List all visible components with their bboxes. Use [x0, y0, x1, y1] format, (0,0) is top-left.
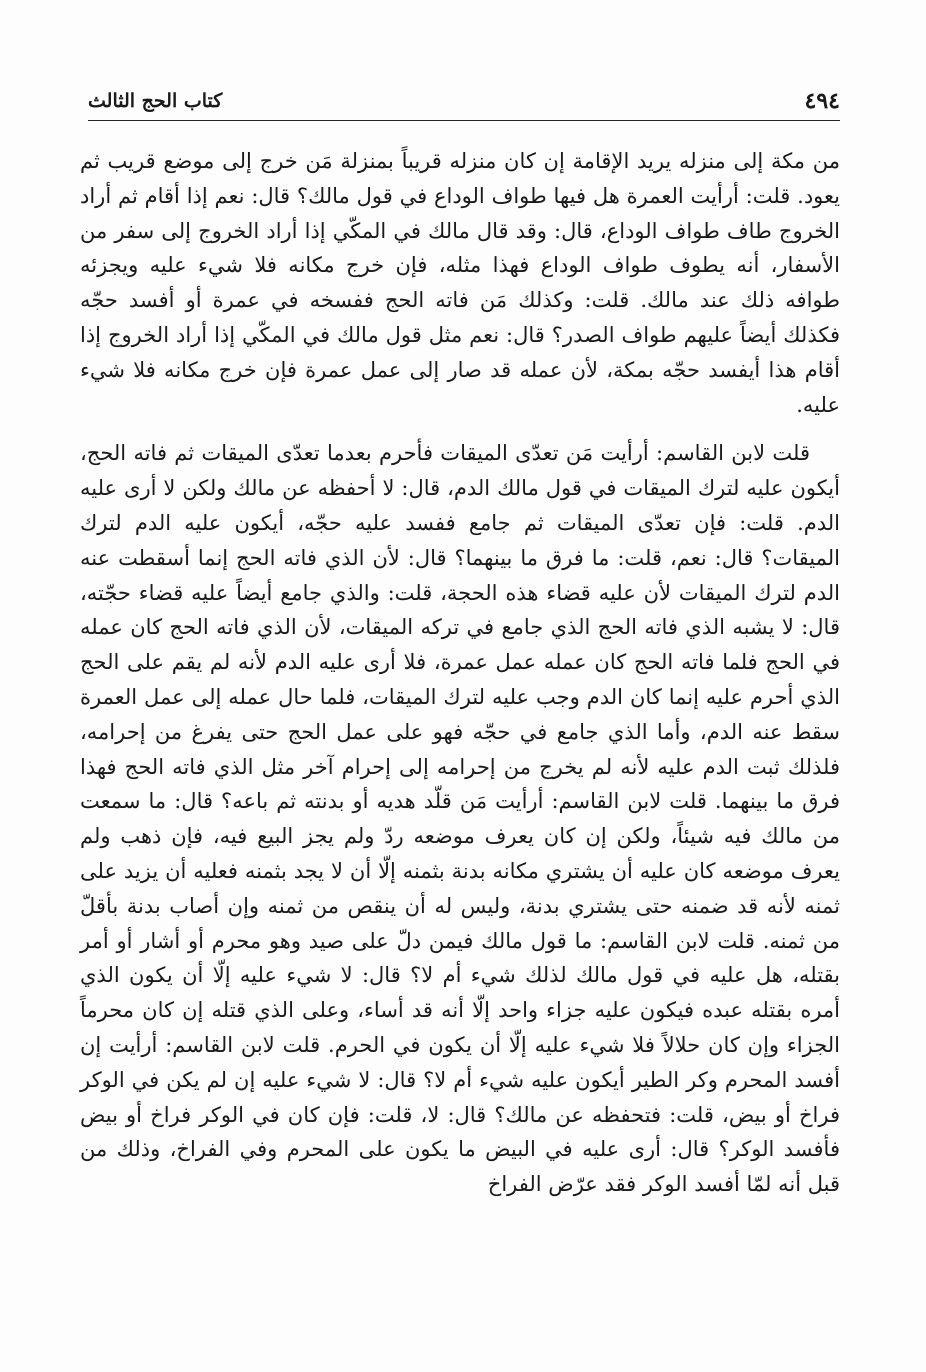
- running-title: كتاب الحج الثالث: [88, 90, 223, 112]
- header-divider: [88, 120, 840, 121]
- paragraph: من مكة إلى منزله يريد الإقامة إن كان منزله قريباً بمنزلة مَن خرج إلى موضع قريب ثم يعود. قلت: أرأيت العمرة هل فيها طواف الوداع في قول مالك؟ قال: نعم إذا أقام ثم أراد الخروج طاف طواف الوداع، قال: وقد قال مالك في المكّي إذا أراد الخروج إلى سفر من الأسفار، أنه يطوف طواف الوداع فهذا مثله، فإن خرج مكانه فلا شيء عليه ويجزئه طوافه ذلك عند مالك. قلت: وكذلك مَن فاته الحج ففسخه في عمرة أو أفسد حجّه فكذلك أيضاً عليهم طواف الصدر؟ قال: نعم مثل قول مالك في المكّي إذا أراد الخروج إذا أقام هذا أيفسد حجّه بمكة، لأن عمله قد صار إلى عمل عمرة فإن خرج مكانه فلا شيء عليه.: [80, 149, 840, 417]
- body-text: [80, 144, 840, 1202]
- page-header: [88, 88, 840, 116]
- page-number: ٤٩٤: [804, 88, 840, 114]
- paragraph: قلت لابن القاسم: أرأيت مَن تعدّى الميقات فأحرم بعدما تعدّى الميقات ثم فاته الحج، أيكون عليه لترك الميقات في قول مالك الدم، قال: لا أحفظه عن مالك ولكن لا أرى عليه الدم. قلت: فإن تعدّى الميقات ثم جامع ففسد عليه حجّه، أيكون عليه الدم لترك الميقات؟ قال: نعم، قلت: ما فرق ما بينهما؟ قال: لأن الذي فاته الحج إنما أسقطت عنه الدم لترك الميقات لأن عليه قضاء هذه الحجة، قلت: والذي جامع أيضاً عليه قضاء حجّته، قال: لا يشبه الذي فاته الحج الذي جامع في تركه الميقات، لأن الذي فاته الحج كان عمله في الحج فلما فاته الحج كان عمله عمل عمرة، فلا أرى عليه الدم لأنه لم يقم على الحج الذي أحرم عليه إنما كان الدم وجب عليه لترك الميقات، فلما حال عمله إلى عمل العمرة سقط عنه الدم، وأما الذي جامع في حجّه فهو على عمل الحج حتى يفرغ من إحرامه، فلذلك ثبت الدم عليه لأنه لم يخرج من إحرامه إلى إحرام آخر مثل الذي فاته الحج فهذا فرق ما بينهما. قلت لابن القاسم: أرأيت مَن قلّد هديه أو بدنته ثم باعه؟ قال: ما سمعت من مالك فيه شيئاً، ولكن إن كان يعرف موضعه ردّ ولم يجز البيع فيه، فإن ذهب ولم يعرف موضعه كان عليه أن يشتري مكانه بدنة بثمنه إلّا أن لا يجد بثمنه فعليه أن يزيد على ثمنه لأنه قد ضمنه حتى يشتري بدنة، وليس له أن ينقص من ثمنه وإن أصاب بدنة بأقلّ من ثمنه. قلت لابن القاسم: ما قول مالك فيمن دلّ على صيد وهو محرم أو أشار أو أمر بقتله، هل عليه في قول مالك لذلك شيء أم لا؟ قال: لا شيء عليه إلّا أن يكون الذي أمره بقتله عبده فيكون عليه جزاء واحد إلّا أنه قد أساء، وعلى الذي قتله إن كان محرماً الجزاء وإن كان حلالاً فلا شيء عليه إلّا أن يكون في الحرم. قلت لابن القاسم: أرأيت إن أفسد المحرم وكر الطير أيكون عليه شيء أم لا؟ قال: لا شيء عليه إن لم يكن في الوكر فراخ أو بيض، قلت: فتحفظه عن مالك؟ قال: لا، قلت: فإن كان في الوكر فراخ أو بيض فأفسد الوكر؟ قال: أرى عليه في البيض ما يكون على المحرم وفي الفراخ، وذلك من قبل أنه لمّا أفسد الوكر فقد عرّض الفراخ: [80, 441, 840, 1197]
